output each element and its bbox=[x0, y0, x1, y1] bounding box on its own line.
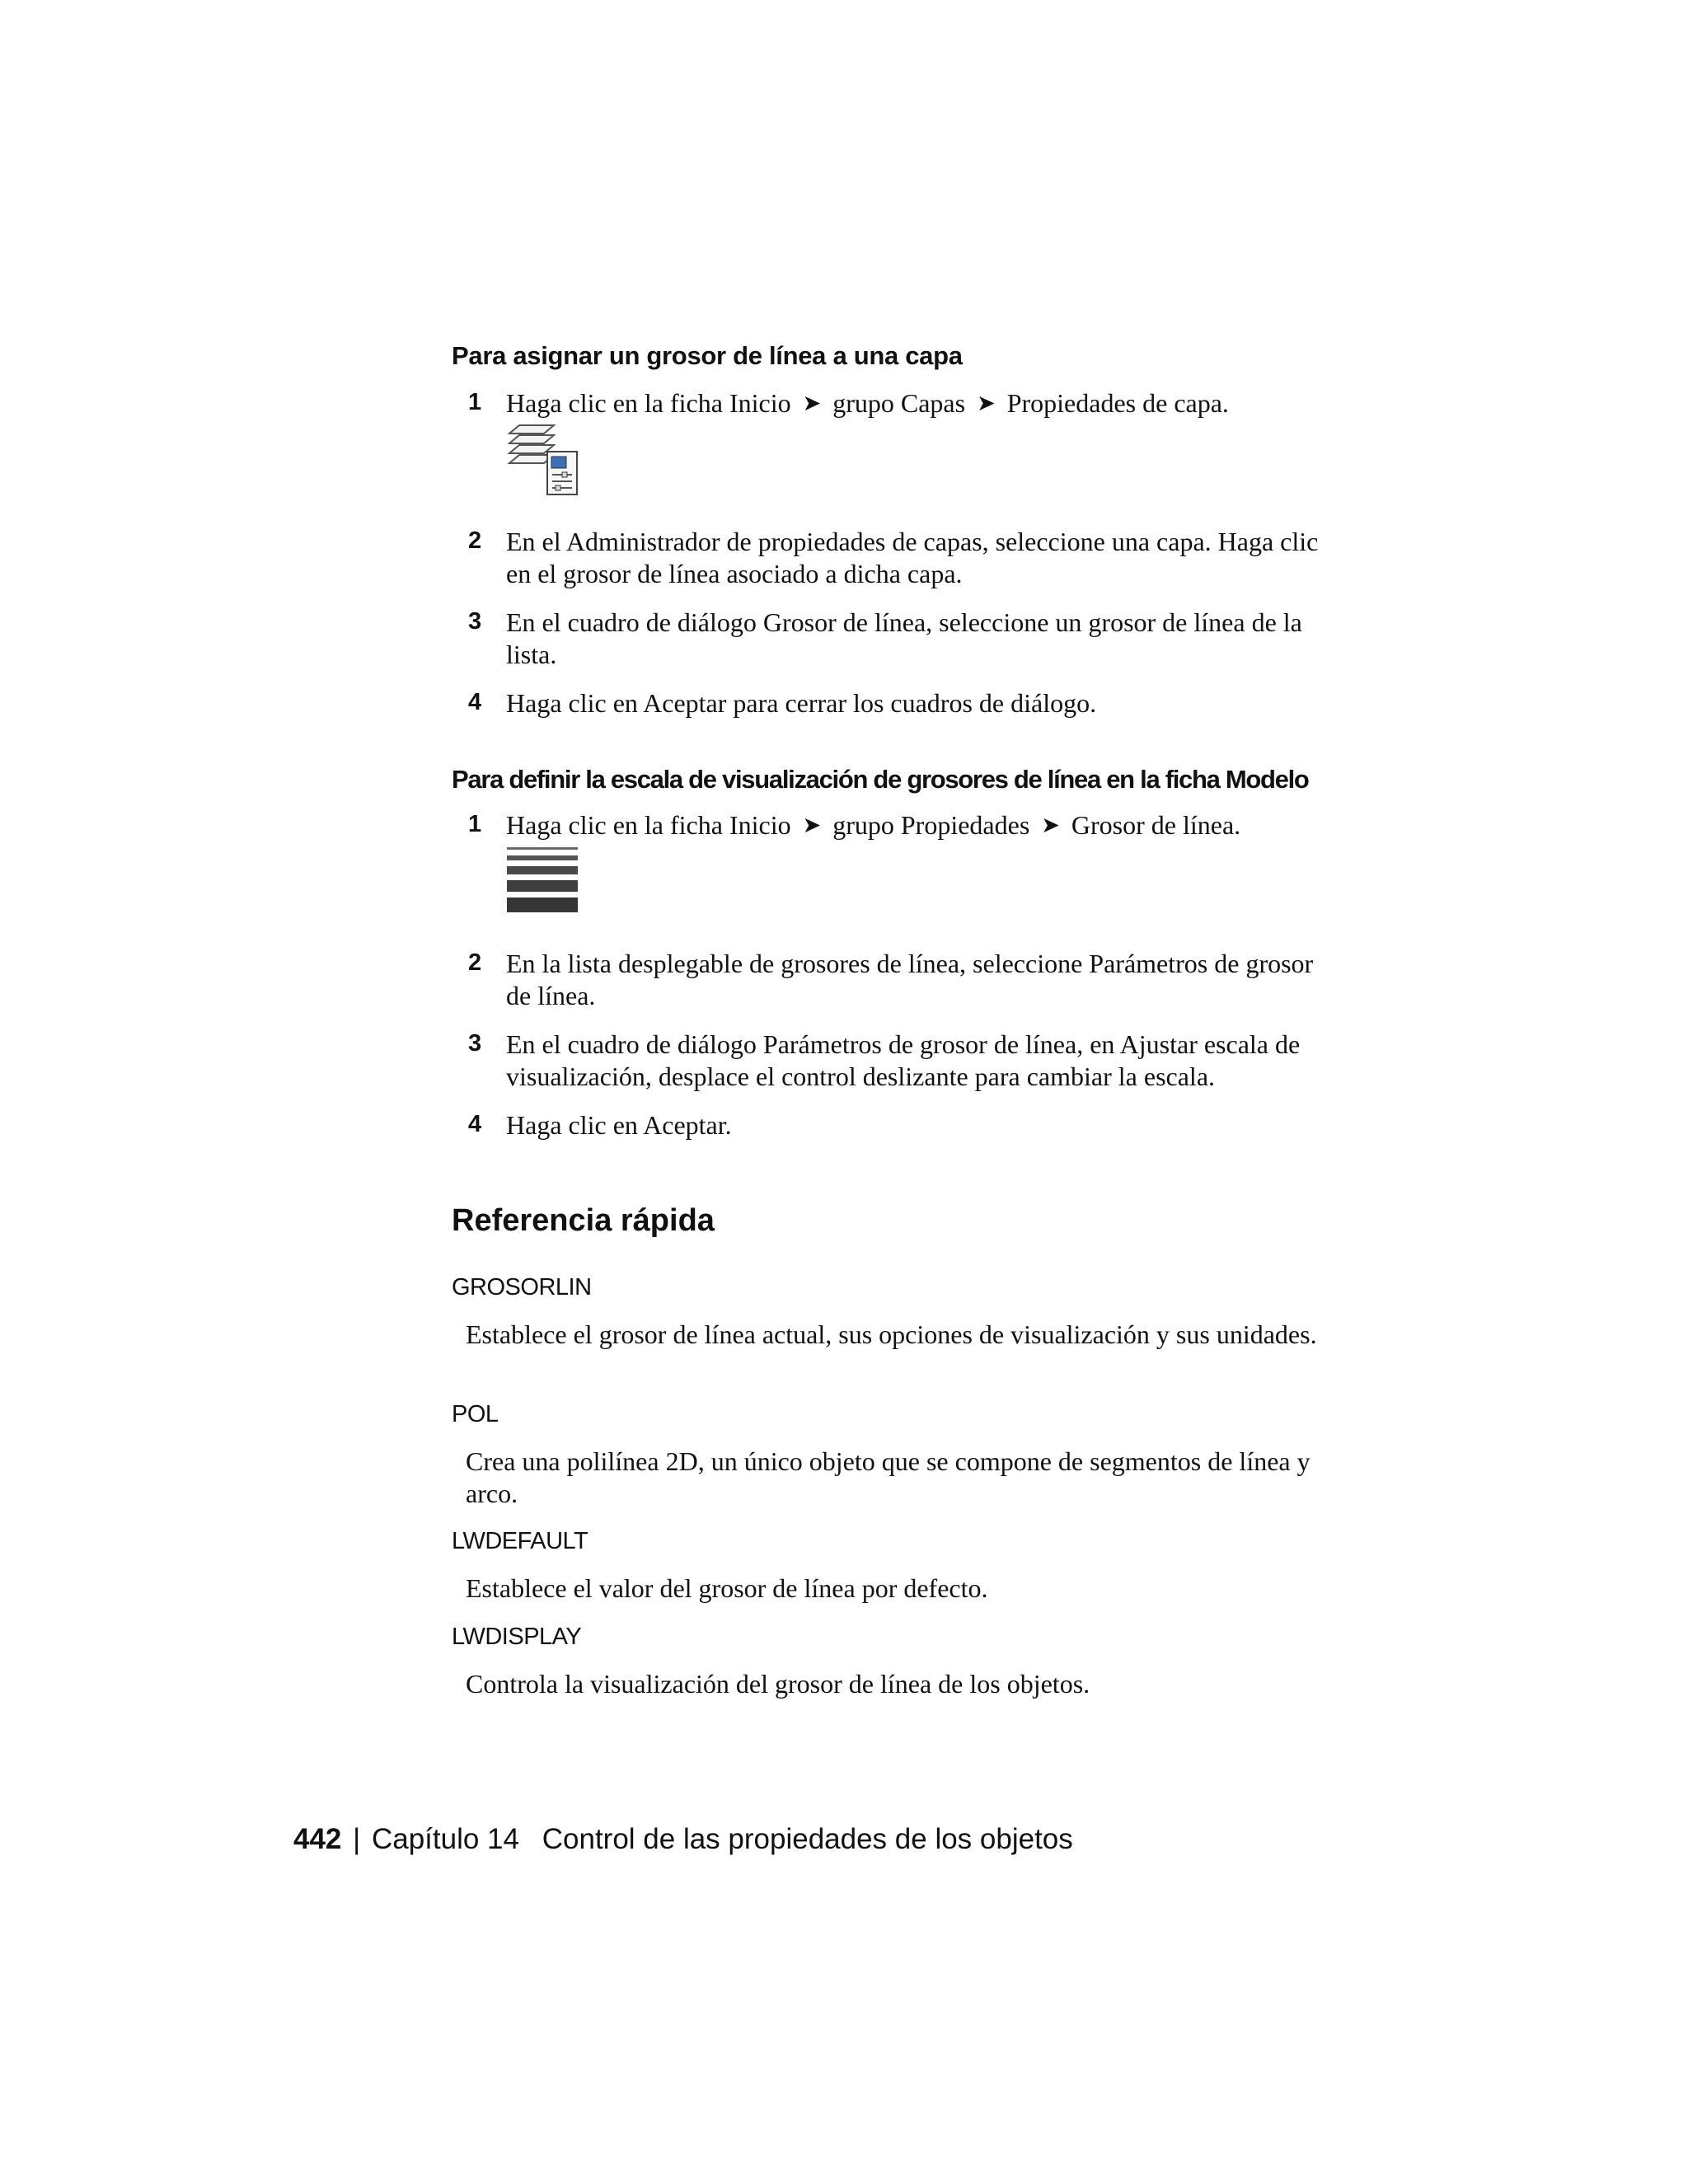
section-heading-layer-lineweight: Para asignar un grosor de línea a una capa bbox=[452, 341, 963, 370]
command-name: GROSORLIN bbox=[452, 1274, 592, 1301]
command-name: LWDISPLAY bbox=[452, 1624, 582, 1650]
step-text: Haga clic en la ficha Inicio ➤ grupo Capas ➤ Propiedades de capa. bbox=[506, 388, 1229, 418]
command-description: Controla la visualización del grosor de línea de los objetos. bbox=[466, 1669, 1090, 1699]
page-footer bbox=[293, 1823, 1073, 1856]
step-number: 2 bbox=[468, 527, 482, 554]
step-text: Haga clic en Aceptar para cerrar los cuadros de diálogo. bbox=[506, 688, 1097, 718]
menu-arrow-icon: ➤ bbox=[802, 813, 822, 837]
menu-arrow-icon: ➤ bbox=[1041, 813, 1060, 837]
quick-reference-heading: Referencia rápida bbox=[452, 1203, 715, 1238]
page-number: 442 bbox=[293, 1823, 342, 1855]
step-number: 1 bbox=[468, 811, 482, 837]
command-description: Crea una polilínea 2D, un único objeto que se compone de segmentos de línea y arco. bbox=[466, 1446, 1311, 1508]
command-name: LWDEFAULT bbox=[452, 1528, 588, 1554]
chapter-label: Capítulo 14 bbox=[371, 1823, 519, 1855]
step-number: 3 bbox=[468, 1030, 482, 1057]
command-description: Establece el grosor de línea actual, sus opciones de visualización y sus unidades. bbox=[466, 1319, 1317, 1349]
step-text: En el Administrador de propiedades de capas, seleccione una capa. Haga clic en el grosor de línea asociado a dicha capa. bbox=[506, 527, 1319, 588]
step-number: 1 bbox=[468, 389, 482, 415]
menu-arrow-icon: ➤ bbox=[802, 391, 822, 415]
command-description: Establece el valor del grosor de línea por defecto. bbox=[466, 1573, 988, 1603]
menu-arrow-icon: ➤ bbox=[977, 391, 996, 415]
footer-separator: | bbox=[353, 1823, 361, 1855]
section-heading-model-lineweight-scale: Para definir la escala de visualización de grosores de línea en la ficha Modelo bbox=[452, 765, 1309, 794]
step-number: 2 bbox=[468, 949, 482, 976]
step-number: 4 bbox=[468, 1111, 482, 1137]
step-number: 3 bbox=[468, 608, 482, 635]
step-text: Haga clic en la ficha Inicio ➤ grupo Propiedades ➤ Grosor de línea. bbox=[506, 810, 1241, 840]
step-text: En el cuadro de diálogo Parámetros de grosor de línea, en Ajustar escala de visualización, desplace el control deslizante para cambiar la escala. bbox=[506, 1029, 1301, 1091]
chapter-title: Control de las propiedades de los objetos bbox=[542, 1823, 1073, 1855]
step-text: Haga clic en Aceptar. bbox=[506, 1110, 732, 1140]
command-name: POL bbox=[452, 1401, 499, 1427]
step-number: 4 bbox=[468, 689, 482, 715]
step-text: En la lista desplegable de grosores de línea, seleccione Parámetros de grosor de línea. bbox=[506, 949, 1314, 1010]
layer-properties-icon bbox=[506, 422, 580, 502]
lineweight-icon bbox=[506, 846, 579, 921]
step-text: En el cuadro de diálogo Grosor de línea, seleccione un grosor de línea de la lista. bbox=[506, 607, 1302, 669]
